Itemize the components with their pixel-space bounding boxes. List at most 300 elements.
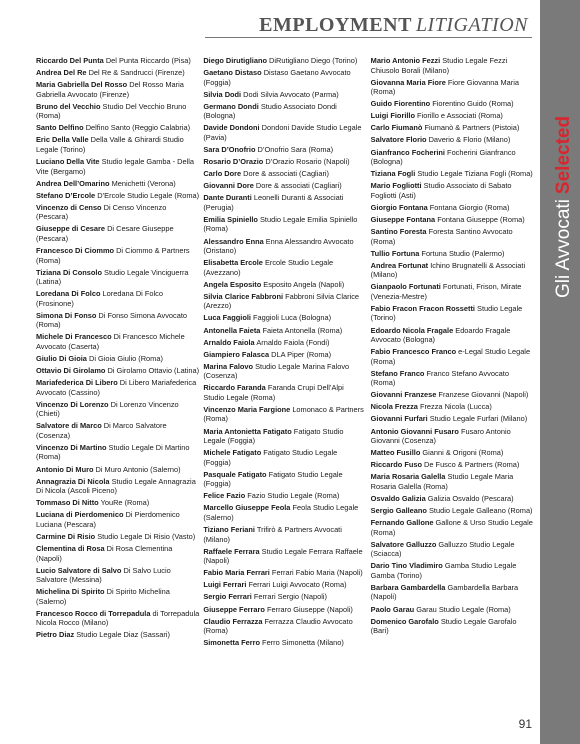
lawyer-firm: Dondoni Davide Studio Legale (Pavia)	[203, 123, 362, 142]
lawyer-entry	[203, 427, 366, 446]
lawyer-name: Marina Falovo	[203, 361, 254, 371]
lawyer-name: Alessandro Enna	[203, 236, 264, 246]
lawyer-name: Francesco Rocco di Torrepadula	[36, 608, 151, 618]
lawyer-entry	[36, 123, 199, 133]
lawyer-firm: Arnaldo Faiola (Fondi)	[254, 337, 330, 347]
lawyer-name: Tommaso Di Nitto	[36, 498, 99, 508]
lawyer-firm: Ferraro Giuseppe (Napoli)	[264, 604, 353, 614]
lawyer-firm: Ferro Simonetta (Milano)	[260, 638, 344, 648]
lawyer-entry	[36, 102, 199, 121]
lawyer-firm: Di Libero Mariafederica Avvocato (Cassino)	[36, 378, 197, 397]
lawyer-name: Andrea Dell’Omarino	[36, 178, 110, 188]
lawyer-entry	[371, 414, 534, 424]
lawyer-entry	[203, 181, 366, 191]
lawyer-name: Simonetta Ferro	[203, 638, 260, 648]
lawyer-name: Rosario D’Orazio	[203, 157, 264, 167]
lawyer-firm: Franco Stefano Avvocato (Roma)	[370, 368, 509, 388]
lawyer-entry	[36, 203, 199, 222]
lawyer-entry	[36, 268, 199, 287]
lawyer-name: Osvaldo Galizia	[370, 493, 426, 503]
lawyer-name: Giuseppe di Cesare	[36, 224, 106, 234]
lawyer-firm: Leonelli Duranti & Associati (Perugia)	[203, 193, 344, 212]
lawyer-firm: Studio Legale Emilia Spiniello (Roma)	[203, 214, 358, 234]
lawyer-name: Fabio Francesco Franco	[370, 347, 457, 357]
lawyer-entry	[371, 494, 534, 504]
lawyer-firm: Faggioli Luca (Bologna)	[250, 313, 332, 323]
lawyer-entry	[371, 78, 534, 97]
lawyer-firm: Fatigato Studio Legale (Foggia)	[203, 448, 338, 467]
lawyer-firm: DiRutigliano Diego (Torino)	[266, 56, 358, 65]
lawyer-firm: Ferrari Sergio (Napoli)	[251, 592, 327, 602]
lawyer-entry	[371, 561, 534, 580]
lawyer-entry	[36, 566, 199, 585]
sidebar-label	[554, 116, 573, 298]
lawyer-firm: Studio Legale Furfari (Milano)	[427, 414, 528, 424]
lawyer-name: Giovanni Furfari	[370, 414, 428, 424]
lawyer-firm: Faranda Crupi Dell’Alpi Studio Legale (Roma)	[203, 383, 344, 402]
lawyer-entry	[203, 338, 366, 348]
lawyer-firm: Loredana Di Folco (Frosinone)	[36, 289, 163, 308]
lawyer-firm: Ferrari Luigi Avvocato (Roma)	[246, 580, 347, 590]
lawyer-name: Dario Tino Vladimiro	[370, 561, 443, 571]
lawyer-firm: Del Re & Sandrucci (Firenze)	[86, 68, 185, 78]
lawyer-firm: Di Lorenzo Vincenzo (Chieti)	[36, 399, 179, 419]
lawyer-firm: D’Ercole Studio Legale (Roma)	[95, 190, 200, 200]
lawyer-firm: Distaso Gaetano Avvocato (Foggia)	[203, 68, 351, 87]
lawyer-entry	[371, 472, 534, 491]
lawyer-name: Luciano Della Vite	[36, 157, 100, 167]
lawyer-name: Sergio Galleano	[370, 506, 427, 516]
lawyer-entry	[36, 477, 199, 496]
lawyer-entry	[36, 157, 199, 176]
lawyer-name: Elisabetta Ercole	[203, 258, 263, 268]
lawyer-name: Antonio Di Muro	[36, 464, 94, 474]
lawyer-entry	[203, 145, 366, 155]
lawyer-name: Luigi Fiorillo	[370, 111, 415, 121]
lawyer-entry	[203, 638, 366, 648]
lawyer-firm: Franzese Giovanni (Napoli)	[436, 390, 529, 400]
lawyer-firm: Di Girolamo Ottavio (Latina)	[105, 366, 200, 376]
lawyer-entry	[36, 630, 199, 640]
lawyer-firm: Trifirò & Partners Avvocati (Milano)	[203, 525, 342, 544]
lawyer-firm: Di Pierdomenico Luciana (Pescara)	[36, 510, 180, 529]
lawyer-firm: Daverio & Florio (Milano)	[426, 135, 511, 145]
lawyer-entry	[371, 282, 534, 301]
page-header	[259, 13, 528, 37]
lawyer-name: Mario Antonio Fezzi	[370, 56, 441, 65]
lawyer-firm: Galluzzo Studio Legale (Sciacca)	[370, 539, 515, 559]
lawyer-entry	[36, 366, 199, 376]
lawyer-firm: Studio Associato di Sabato Fogliotti (Asti)	[370, 181, 512, 200]
lawyer-name: Giuseppe Fontana	[370, 214, 436, 224]
lawyer-firm: Gambardella Barbara (Napoli)	[370, 582, 519, 602]
lawyer-entry	[36, 332, 199, 351]
lawyer-firm: Ferrazza Claudio Avvocato (Roma)	[203, 616, 353, 636]
lawyer-entry	[203, 157, 366, 167]
lawyer-firm: Studio Legale Maria Rosaria Galella (Roma)	[370, 472, 514, 491]
lawyer-firm: Studio Legale Tiziana Fogli (Roma)	[415, 169, 533, 179]
lawyer-name: Luigi Ferrari	[203, 580, 247, 590]
lawyer-firm: Galizia Osvaldo (Pescara)	[425, 493, 514, 503]
lawyer-firm: Dodi Silvia Avvocato (Parma)	[241, 89, 339, 99]
lawyer-firm: Di Cesare Giuseppe (Pescara)	[36, 224, 174, 243]
lawyer-name: Andrea Fortunat	[370, 260, 429, 270]
lawyer-firm: Di Fonso Simona Avvocato (Roma)	[36, 310, 188, 330]
lawyer-name: Michele Fatigato	[203, 448, 262, 458]
lawyer-firm: Di Rosa Clementina (Napoli)	[36, 544, 173, 563]
lawyer-name: Pasquale Fatigato	[203, 469, 267, 479]
lawyer-entry	[203, 215, 366, 234]
lawyer-firm: D’Orazio Rosario (Napoli)	[263, 157, 350, 167]
lawyer-firm: Studio Legale Garofalo (Bari)	[370, 616, 517, 636]
lawyer-entry	[371, 448, 534, 458]
lawyer-name: Riccardo Del Punta	[36, 56, 104, 65]
lawyer-firm: Esposito Angela (Napoli)	[261, 279, 345, 289]
lawyer-entry	[36, 544, 199, 563]
lawyer-firm: Fiore Giovanna Maria (Roma)	[370, 77, 519, 97]
sidebar-label-prefix: Gli Avvocati	[553, 199, 574, 298]
lawyer-firm: Ferrari Fabio Maria (Napoli)	[269, 568, 363, 578]
lawyer-firm: Studio Legale Galleano (Roma)	[426, 506, 533, 516]
lawyer-entry	[203, 68, 366, 87]
lawyer-entry	[36, 224, 199, 243]
lawyer-name: Giovanni Dore	[203, 181, 254, 191]
lawyer-name: Raffaele Ferrara	[203, 546, 260, 556]
lawyer-entry	[371, 148, 534, 167]
lawyer-entry	[203, 258, 366, 277]
lawyer-name: Fernando Gallone	[370, 518, 434, 528]
directory-listing	[36, 56, 534, 696]
lawyer-entry	[371, 326, 534, 345]
lawyer-entry	[203, 605, 366, 615]
lawyer-entry	[203, 491, 366, 501]
lawyer-name: Ottavio Di Girolamo	[36, 366, 106, 376]
lawyer-entry	[203, 169, 366, 179]
lawyer-firm: Frezza Nicola (Lucca)	[417, 402, 492, 412]
lawyer-name: Vincenzo di Censo	[36, 202, 102, 212]
lawyer-firm: D’Onofrio Sara (Roma)	[255, 144, 334, 154]
lawyer-entry	[203, 280, 366, 290]
lawyer-entry	[36, 56, 199, 66]
lawyer-entry	[203, 362, 366, 381]
lawyer-entry	[203, 123, 366, 142]
lawyer-entry	[371, 123, 534, 133]
lawyer-entry	[36, 498, 199, 508]
lawyer-entry	[371, 99, 534, 109]
lawyer-entry	[371, 261, 534, 280]
lawyer-entry	[203, 237, 366, 256]
lawyer-name: Michelina Di Spirito	[36, 587, 105, 597]
lawyer-name: Giovanni Franzese	[370, 390, 437, 400]
lawyer-name: Carlo Fiumanò	[370, 123, 423, 133]
sidebar-label-accent: Selected	[553, 115, 574, 195]
lawyer-entry	[371, 203, 534, 213]
lawyer-entry	[371, 369, 534, 388]
lawyer-name: Emilia Spiniello	[203, 214, 258, 224]
lawyer-firm: Fusaro Antonio Giovanni (Cosenza)	[370, 426, 511, 446]
lawyer-name: Maria Gabriella Del Rosso	[36, 80, 128, 90]
lawyer-entry	[36, 246, 199, 265]
lawyer-entry	[36, 354, 199, 364]
lawyer-name: Salvatore Galluzzo	[370, 539, 437, 549]
lawyer-entry	[203, 525, 366, 544]
lawyer-firm: Fatigato Studio Legale (Foggia)	[203, 469, 343, 489]
lawyer-entry	[203, 90, 366, 100]
lawyer-firm: Studio Legale Diaz (Sassari)	[74, 630, 170, 640]
lawyer-name: Salvatore di Marco	[36, 421, 102, 431]
lawyer-name: Angela Esposito	[203, 279, 262, 289]
lawyer-name: Clementina di Rosa	[36, 544, 105, 554]
lawyer-name: Pietro Diaz	[36, 630, 75, 640]
lawyer-entry	[36, 68, 199, 78]
lawyer-name: Fabio Fracon Fracon Rossetti	[370, 303, 475, 313]
lawyer-name: Giulio Di Gioia	[36, 354, 87, 363]
lawyer-name: Stefano Franco	[370, 368, 425, 378]
lawyer-firm: Fontana Giorgio (Roma)	[427, 202, 510, 212]
lawyer-firm: Studio Del Vecchio Bruno (Roma)	[36, 101, 187, 121]
lawyer-entry	[203, 503, 366, 522]
lawyer-name: Tiziana Fogli	[370, 169, 416, 179]
lawyer-name: Loredana Di Folco	[36, 289, 101, 299]
lawyer-firm: Foresta Santino Avvocato (Roma)	[370, 227, 513, 246]
lawyer-entry	[36, 191, 199, 201]
lawyer-entry	[371, 390, 534, 400]
lawyer-entry	[203, 405, 366, 424]
lawyer-name: Gianpaolo Fortunati	[370, 282, 441, 292]
lawyer-firm: Fontana Giuseppe (Roma)	[435, 214, 525, 224]
lawyer-name: Diego Dirutigliano	[203, 56, 267, 65]
lawyer-firm: YouRe (Roma)	[98, 498, 150, 508]
lawyer-entry	[371, 540, 534, 559]
lawyer-firm: Di Ciommo & Partners (Roma)	[36, 246, 190, 265]
lawyer-name: Simona Di Fonso	[36, 310, 97, 320]
lawyer-name: Nicola Frezza	[370, 402, 418, 412]
lawyer-name: Carlo Dore	[203, 169, 242, 179]
lawyer-firm: Dore & associati (Cagliari)	[253, 181, 342, 191]
lawyer-firm: Gallone & Urso Studio Legale (Roma)	[370, 518, 533, 537]
lawyer-entry	[203, 102, 366, 121]
lawyer-entry	[36, 421, 199, 440]
lawyer-firm: di Torrepadula Nicola Rocco (Milano)	[36, 608, 200, 628]
lawyer-name: Antonella Faieta	[203, 325, 261, 335]
lawyer-name: Annagrazia Di Nicola	[36, 476, 110, 486]
lawyer-firm: Faieta Antonella (Roma)	[260, 325, 343, 335]
lawyer-firm: Studio Associato Dondi (Bologna)	[203, 101, 337, 121]
lawyer-name: Silvia Clarice Fabbroni	[203, 291, 284, 301]
lawyer-entry	[371, 605, 534, 615]
sidebar-tab	[540, 0, 580, 744]
lawyer-firm: Di Gioia Giulio (Roma)	[86, 354, 163, 363]
lawyer-firm: Garau Studio Legale (Roma)	[414, 604, 511, 614]
lawyer-name: Giampiero Falasca	[203, 349, 270, 359]
lawyer-entry	[371, 460, 534, 470]
lawyer-name: Giorgio Fontana	[370, 202, 428, 212]
lawyer-entry	[203, 383, 366, 402]
lawyer-entry	[203, 292, 366, 311]
lawyer-firm: Del Punta Riccardo (Pisa)	[103, 56, 191, 65]
lawyer-name: Sara D’Onofrio	[203, 144, 256, 154]
lawyer-name: Domenico Garofalo	[370, 616, 439, 626]
lawyer-firm: Studio legale Gamba - Della Vite (Bergamo)	[36, 157, 195, 176]
lawyer-firm: Lomonaco & Partners (Roma)	[203, 404, 364, 424]
lawyer-name: Santino Foresta	[370, 227, 427, 237]
lawyer-firm: De Fusco & Partners (Roma)	[422, 460, 520, 470]
lawyer-firm: Edoardo Fragale Avvocato (Bologna)	[370, 325, 511, 344]
lawyer-firm: DLA Piper (Roma)	[269, 349, 332, 359]
lawyer-entry	[203, 193, 366, 212]
lawyer-name: Lucio Salvatore di Salvo	[36, 565, 122, 575]
lawyer-name: Felice Fazio	[203, 491, 246, 501]
lawyer-name: Arnaldo Faiola	[203, 337, 255, 347]
lawyer-entry	[371, 304, 534, 323]
lawyer-name: Riccardo Faranda	[203, 383, 266, 393]
lawyer-name: Francesco Di Ciommo	[36, 246, 115, 256]
lawyer-firm: Studio Legale Vinciguerra (Latina)	[36, 267, 189, 287]
lawyer-entry	[36, 80, 199, 99]
lawyer-firm: Di Spirito Michelina (Salerno)	[36, 587, 170, 606]
lawyer-name: Guido Fiorentino	[370, 99, 431, 109]
lawyer-entry	[371, 402, 534, 412]
lawyer-firm: Di Salvo Lucio Salvatore (Messina)	[36, 565, 171, 585]
lawyer-firm: Di Francesco Michele Avvocato (Caserta)	[36, 332, 185, 351]
lawyer-entry	[371, 111, 534, 121]
lawyer-entry	[36, 378, 199, 397]
lawyer-entry	[203, 568, 366, 578]
lawyer-entry	[371, 427, 534, 446]
lawyer-firm: Fazio Studio Legale (Roma)	[245, 491, 340, 501]
lawyer-entry	[36, 532, 199, 542]
lawyer-firm: Enna Alessandro Avvocato (Oristano)	[203, 236, 354, 256]
lawyer-firm: Studio Legale Annagrazia Di Nicola (Ascoli Piceno)	[36, 476, 196, 496]
lawyer-entry	[203, 326, 366, 336]
header-section-subtitle: LITIGATION	[415, 14, 528, 36]
lawyer-entry	[203, 580, 366, 590]
lawyer-entry	[203, 470, 366, 489]
page-number: 91	[518, 717, 532, 731]
lawyer-name: Germano Dondi	[203, 101, 259, 111]
lawyer-firm: e-Legal Studio Legale (Roma)	[370, 347, 531, 366]
lawyer-firm: Fortuna Studio (Palermo)	[419, 248, 505, 258]
lawyer-name: Gianfranco Focherini	[370, 147, 445, 157]
lawyer-name: Davide Dondoni	[203, 123, 260, 133]
lawyer-name: Andrea Del Re	[36, 68, 87, 78]
lawyer-entry	[203, 56, 366, 66]
lawyer-firm: Fiorentino Guido (Roma)	[430, 99, 514, 109]
lawyer-name: Eric Della Valle	[36, 135, 89, 145]
lawyer-entry	[36, 587, 199, 606]
lawyer-entry	[371, 215, 534, 225]
directory-column-3	[371, 56, 534, 696]
lawyer-name: Edoardo Nicola Fragale	[370, 325, 454, 335]
lawyer-name: Matteo Fusillo	[370, 448, 421, 458]
lawyer-name: Paolo Garau	[370, 604, 415, 614]
lawyer-entry	[36, 465, 199, 475]
lawyer-name: Luca Faggioli	[203, 313, 251, 323]
lawyer-entry	[36, 289, 199, 308]
lawyer-entry	[371, 181, 534, 200]
lawyer-name: Tiziana Di Consolo	[36, 267, 102, 277]
header-rule	[205, 37, 532, 38]
lawyer-firm: Studio Legale Marina Falovo (Cosenza)	[203, 361, 350, 381]
lawyer-entry	[371, 249, 534, 259]
lawyer-name: Vincenzo Di Martino	[36, 442, 107, 452]
lawyer-entry	[203, 313, 366, 323]
lawyer-entry	[36, 443, 199, 462]
lawyer-name: Sergio Ferrari	[203, 592, 252, 602]
lawyer-entry	[371, 135, 534, 145]
lawyer-name: Riccardo Fuso	[370, 460, 422, 470]
lawyer-name: Silvia Dodi	[203, 89, 242, 99]
lawyer-entry	[371, 56, 534, 75]
lawyer-firm: Fiorillo e Associati (Roma)	[415, 111, 503, 121]
lawyer-name: Barbara Gambardella	[370, 582, 446, 592]
lawyer-firm: Studio Legale Fezzi Chiusolo Borali (Milano)	[370, 56, 508, 75]
lawyer-firm: Di Marco Salvatore (Cosenza)	[36, 421, 167, 440]
lawyer-name: Marcello Giuseppe Feola	[203, 503, 291, 513]
lawyer-entry	[36, 135, 199, 154]
lawyer-name: Dante Duranti	[203, 193, 252, 203]
lawyer-name: Carmine Di Risio	[36, 531, 96, 541]
lawyer-firm: Studio Legale Di Risio (Vasto)	[95, 531, 196, 541]
lawyer-name: Tiziano Feriani	[203, 525, 255, 535]
lawyer-firm: Delfino Santo (Reggio Calabria)	[83, 123, 191, 133]
lawyer-name: Antonio Giovanni Fusaro	[370, 426, 459, 436]
lawyer-firm: Studio Legale (Torino)	[370, 303, 523, 323]
lawyer-firm: Dore & associati (Cagliari)	[241, 169, 330, 179]
lawyer-firm: Ichino Brugnatelli & Associati (Milano)	[370, 260, 526, 280]
lawyer-entry	[371, 506, 534, 516]
lawyer-name: Maria Rosaria Galella	[370, 472, 446, 482]
lawyer-name: Mariafederica Di Libero	[36, 378, 118, 388]
lawyer-entry	[203, 617, 366, 636]
lawyer-entry	[203, 592, 366, 602]
lawyer-firm: Fortunati, Frison, Mirate (Venezia-Mestre)	[370, 282, 522, 301]
lawyer-name: Maria Antonietta Fatigato	[203, 426, 292, 436]
lawyer-entry	[203, 350, 366, 360]
lawyer-firm: Gamba Studio Legale Gamba (Torino)	[370, 561, 517, 580]
lawyer-entry	[36, 609, 199, 628]
lawyer-firm: Fabbroni Silvia Clarice (Arezzo)	[203, 291, 360, 311]
lawyer-name: Giuseppe Ferraro	[203, 604, 265, 614]
lawyer-entry	[36, 311, 199, 330]
lawyer-name: Gaetano Distaso	[203, 68, 262, 78]
lawyer-name: Stefano D’Ercole	[36, 190, 96, 200]
lawyer-entry	[36, 179, 199, 189]
lawyer-name: Giovanna Maria Fiore	[370, 77, 446, 87]
lawyer-firm: Della Valle & Ghirardi Studio Legale (Torino)	[36, 135, 184, 154]
lawyer-entry	[371, 347, 534, 366]
lawyer-firm: Di Muro Antonio (Salerno)	[93, 464, 181, 474]
lawyer-name: Vincenzo Maria Fargione	[203, 404, 291, 414]
lawyer-firm: Di Censo Vincenzo (Pescara)	[36, 202, 167, 222]
lawyer-name: Luciana di Pierdomenico	[36, 510, 124, 520]
lawyer-name: Mario Fogliotti	[370, 181, 422, 191]
lawyer-entry	[371, 518, 534, 537]
lawyer-entry	[203, 547, 366, 566]
header-section-title: EMPLOYMENT	[259, 14, 412, 36]
lawyer-entry	[371, 617, 534, 636]
lawyer-entry	[36, 400, 199, 419]
lawyer-name: Santo Delfino	[36, 123, 84, 133]
lawyer-firm: Fatigato Studio Legale (Foggia)	[203, 426, 344, 446]
lawyer-entry	[371, 583, 534, 602]
lawyer-firm: Feola Studio Legale (Salerno)	[203, 503, 359, 522]
lawyer-firm: Ercole Studio Legale (Avezzano)	[203, 258, 334, 277]
lawyer-name: Michele Di Francesco	[36, 332, 112, 342]
directory-column-2	[203, 56, 366, 696]
lawyer-name: Tullio Fortuna	[370, 248, 420, 258]
lawyer-firm: Studio Legale Di Martino (Roma)	[36, 442, 190, 462]
